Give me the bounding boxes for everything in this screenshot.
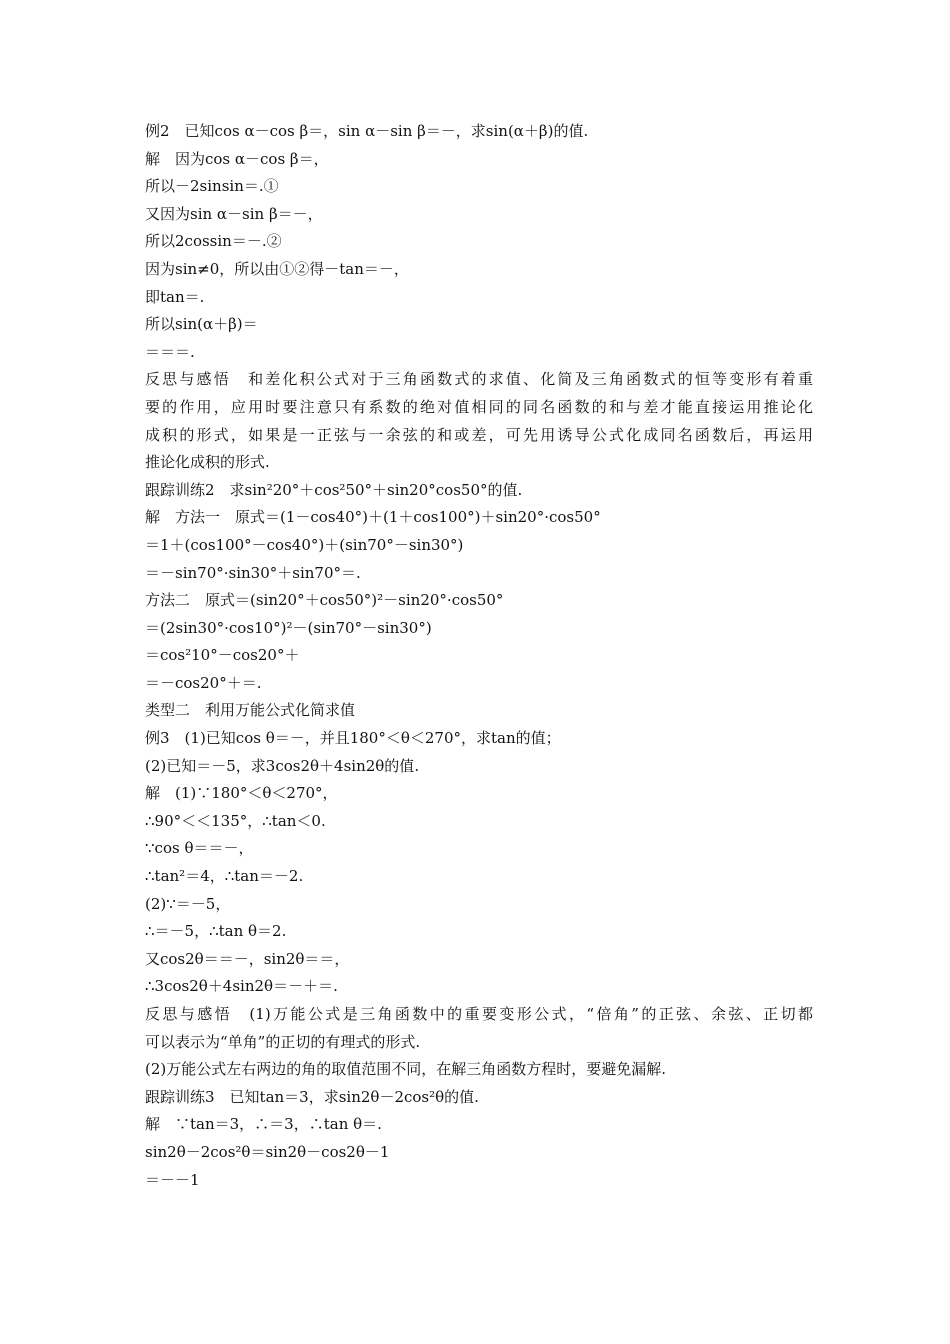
solution-line: 解 ∵tan＝3，∴＝3，∴tan θ＝.	[145, 1115, 382, 1134]
solution-line: 所以2cossin＝－.②	[145, 232, 282, 251]
solution-line: 解 (1)∵180°＜θ＜270°，	[145, 784, 338, 803]
section-heading: 类型二 利用万能公式化简求值	[145, 701, 356, 720]
solution-line: 又因为sin α－sin β＝－，	[145, 204, 323, 223]
solution-line: ∴90°＜＜135°，∴tan＜0.	[145, 811, 326, 830]
solution-line: ∴tan²＝4，∴tan＝－2.	[145, 867, 304, 886]
solution-line: 方法二 原式＝(sin20°＋cos50°)²－sin20°·cos50°	[145, 591, 504, 610]
solution-line: sin2θ－2cos²θ＝sin2θ－cos2θ－1	[145, 1142, 390, 1161]
reflection-line: 可以表示为“单角”的正切的有理式的形式.	[145, 1032, 421, 1051]
solution-line: 所以－2sinsin＝.①	[145, 177, 279, 196]
solution-line: ＝(2sin30°·cos10°)²－(sin70°－sin30°)	[145, 618, 432, 637]
solution-line: ＝cos²10°－cos20°＋	[145, 646, 300, 665]
solution-line: ＝－－1	[145, 1170, 200, 1189]
reflection-line: 成积的形式，如果是一正弦与一余弦的和或差，可先用诱导公式化成同名函数后，再运用	[145, 425, 813, 444]
reflection-line: 反思与感悟 和差化积公式对于三角函数式的求值、化简及三角函数式的恒等变形有着重	[145, 370, 813, 389]
solution-line: ＝1＋(cos100°－cos40°)＋(sin70°－sin30°)	[145, 535, 464, 554]
example-3-statement: (2)已知＝－5，求3cos2θ＋4sin2θ的值.	[145, 756, 420, 775]
solution-line: ＝－cos20°＋＝.	[145, 673, 262, 692]
reflection-line: (2)万能公式左右两边的角的取值范围不同，在解三角函数方程时，要避免漏解.	[145, 1060, 667, 1079]
practice-2-statement: 跟踪训练2 求sin²20°＋cos²50°＋sin20°cos50°的值.	[145, 480, 523, 499]
reflection-line: 推论化成积的形式.	[145, 453, 270, 472]
reflection-line: 要的作用，应用时要注意只有系数的绝对值相同的同名函数的和与差才能直接运用推论化	[145, 397, 813, 416]
practice-3-statement: 跟踪训练3 已知tan＝3，求sin2θ－2cos²θ的值.	[145, 1087, 479, 1106]
solution-line: 又cos2θ＝＝－，sin2θ＝＝，	[145, 949, 350, 968]
solution-line: ∴3cos2θ＋4sin2θ＝－＋＝.	[145, 977, 338, 996]
document-page	[145, 118, 813, 1194]
solution-line: 解 因为cos α－cos β＝，	[145, 149, 329, 168]
solution-line: ＝－sin70°·sin30°＋sin70°＝.	[145, 563, 361, 582]
solution-line: 所以sin(α＋β)＝	[145, 315, 258, 334]
solution-line: 解 方法一 原式＝(1－cos40°)＋(1＋cos100°)＋sin20°·cos50°	[145, 508, 601, 527]
solution-line: ∵cos θ＝＝－，	[145, 839, 254, 858]
solution-line: (2)∵＝－5，	[145, 894, 231, 913]
solution-line: 因为sin≠0，所以由①②得－tan＝－，	[145, 259, 409, 278]
example-2-statement: 例2 已知cos α－cos β＝，sin α－sin β＝－，求sin(α＋β)的值.	[145, 122, 589, 140]
solution-line: 即tan＝.	[145, 287, 205, 306]
example-3-statement: 例3 (1)已知cos θ＝－，并且180°＜θ＜270°，求tan的值；	[145, 729, 561, 748]
solution-line: ∴＝－5，∴tan θ＝2.	[145, 922, 287, 941]
reflection-line: 反思与感悟 (1)万能公式是三角函数中的重要变形公式，“倍角”的正弦、余弦、正切都	[145, 1005, 813, 1023]
solution-line: ＝＝＝.	[145, 342, 195, 361]
